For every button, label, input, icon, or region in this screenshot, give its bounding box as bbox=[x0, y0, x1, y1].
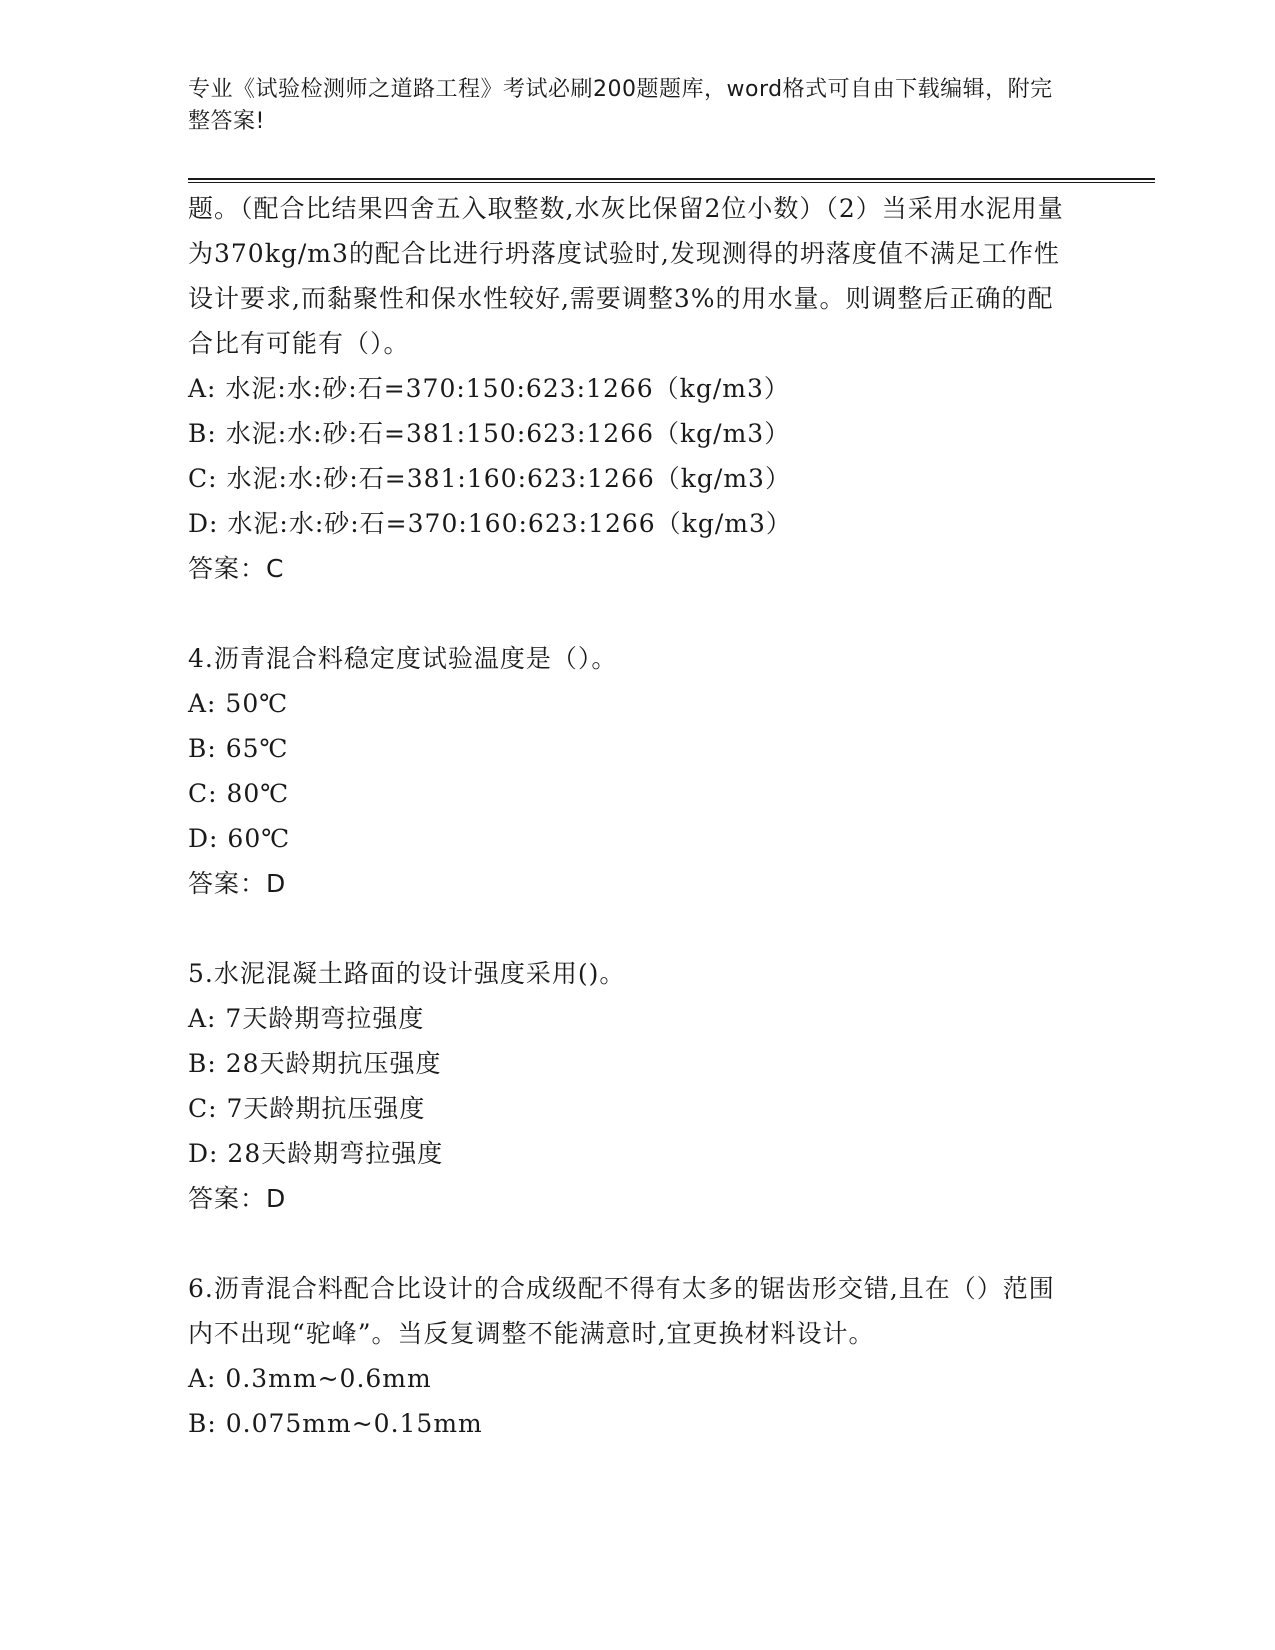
spacer bbox=[188, 906, 1068, 951]
option-b: B: 水泥:水:砂:石=381:150:623:1266（kg/m3） bbox=[188, 419, 791, 448]
option-d: D: 60℃ bbox=[188, 824, 291, 853]
option-b: B: 28天龄期抗压强度 bbox=[188, 1049, 442, 1078]
question-block bbox=[188, 951, 1068, 1221]
answer-line: 答案：C bbox=[188, 554, 285, 583]
answer-line: 答案：D bbox=[188, 869, 287, 898]
question-stem: 6.沥青混合料配合比设计的合成级配不得有太多的锯齿形交错,且在（）范围内不出现“驼峰”。当反复调整不能满意时,宜更换材料设计。 bbox=[188, 1274, 1055, 1348]
option-b: B: 65℃ bbox=[188, 734, 289, 763]
question-stem: 5.水泥混凝土路面的设计强度采用()。 bbox=[188, 959, 626, 988]
question-block bbox=[188, 1266, 1068, 1446]
answer-line: 答案：D bbox=[188, 1184, 287, 1213]
option-c: C: 80℃ bbox=[188, 779, 290, 808]
page-header: 专业《试验检测师之道路工程》考试必刷200题题库，word格式可自由下载编辑，附完整答案! bbox=[188, 77, 1053, 134]
question-block bbox=[188, 186, 1068, 591]
option-a: A: 50℃ bbox=[188, 689, 289, 718]
spacer bbox=[188, 1221, 1068, 1266]
option-b: B: 0.075mm~0.15mm bbox=[188, 1409, 483, 1438]
option-c: C: 水泥:水:砂:石=381:160:623:1266（kg/m3） bbox=[188, 464, 791, 493]
header-divider bbox=[188, 178, 1155, 183]
option-d: D: 水泥:水:砂:石=370:160:623:1266（kg/m3） bbox=[188, 509, 792, 538]
option-c: C: 7天龄期抗压强度 bbox=[188, 1094, 426, 1123]
option-a: A: 0.3mm~0.6mm bbox=[188, 1364, 432, 1393]
question-content bbox=[188, 186, 1068, 1446]
option-a: A: 水泥:水:砂:石=370:150:623:1266（kg/m3） bbox=[188, 374, 790, 403]
option-a: A: 7天龄期弯拉强度 bbox=[188, 1004, 425, 1033]
question-stem: 4.沥青混合料稳定度试验温度是（）。 bbox=[188, 644, 618, 673]
spacer bbox=[188, 591, 1068, 636]
question-block bbox=[188, 636, 1068, 906]
question-stem: 题。（配合比结果四舍五入取整数,水灰比保留2位小数）（2）当采用水泥用量为370kg/m3的配合比进行坍落度试验时,发现测得的坍落度值不满足工作性设计要求,而黏聚性和保水性较好,需要调整3%的用水量。则调整后正确的配合比有可能有（）。 bbox=[188, 194, 1064, 358]
option-d: D: 28天龄期弯拉强度 bbox=[188, 1139, 444, 1168]
